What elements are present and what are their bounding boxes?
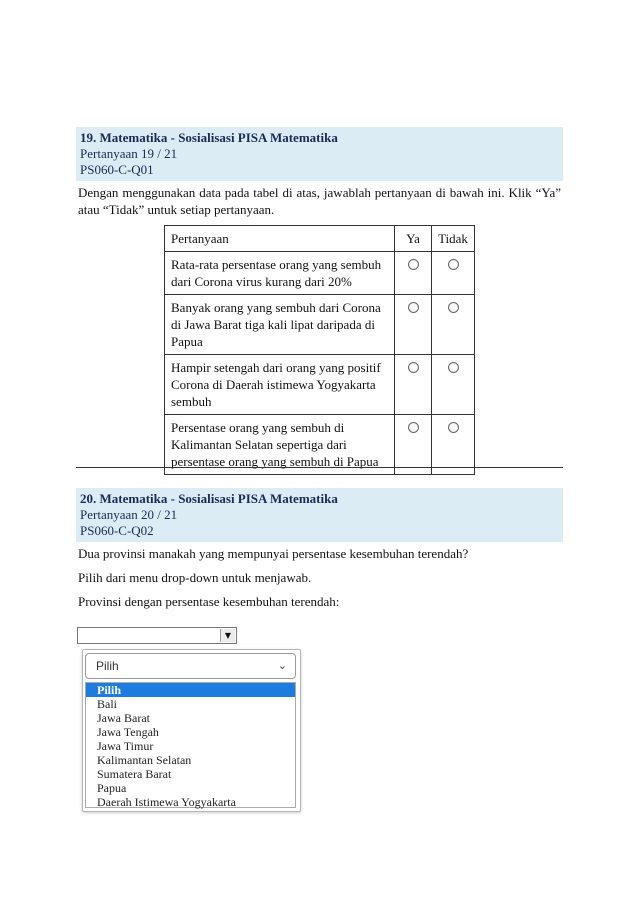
table-row [165, 355, 475, 415]
answer-ya[interactable] [395, 415, 432, 475]
question-text: Banyak orang yang sembuh dari Corona di Jawa Barat tiga kali lipat daripada di Papua [165, 295, 395, 355]
dropdown-option[interactable]: Daerah Istimewa Yogyakarta [97, 795, 236, 809]
radio-ya-2[interactable] [408, 302, 419, 313]
radio-tidak-3[interactable] [448, 362, 459, 373]
dropdown-option[interactable]: Jawa Tengah [97, 725, 159, 739]
answer-ya[interactable] [395, 355, 432, 415]
dropdown-option[interactable]: Kalimantan Selatan [97, 753, 192, 767]
dropdown-selected-value: Pilih [96, 659, 119, 673]
question-text: Rata-rata persentase orang yang sembuh dari Corona virus kurang dari 20% [165, 252, 395, 295]
question-text: Hampir setengah dari orang yang positif Corona di Daerah istimewa Yogyakarta sembuh [165, 355, 395, 415]
table-header-row [165, 226, 475, 252]
answer-tidak[interactable] [432, 355, 475, 415]
q19-header [76, 127, 563, 181]
answer-tidak[interactable] [432, 415, 475, 475]
section-divider [76, 467, 563, 468]
q19-title: 19. Matematika - Sosialisasi PISA Matematika [80, 130, 338, 145]
dropdown-option[interactable]: Sumatera Barat [97, 767, 172, 781]
question-text: Persentase orang yang sembuh di Kalimantan Selatan sepertiga dari persentase orang yang sembuh di Papua [165, 415, 395, 475]
chevron-down-icon[interactable]: ⌄ [277, 659, 287, 672]
radio-ya-3[interactable] [408, 362, 419, 373]
dropdown-option[interactable]: Pilih [86, 683, 295, 697]
q19-code: PS060-C-Q01 [80, 162, 154, 177]
radio-tidak-1[interactable] [448, 259, 459, 270]
q20-title: 20. Matematika - Sosialisasi PISA Matematika [80, 491, 338, 506]
dropdown-illustration [82, 649, 301, 812]
answer-ya[interactable] [395, 252, 432, 295]
table-row [165, 295, 475, 355]
table-row [165, 252, 475, 295]
q19-progress: Pertanyaan 19 / 21 [80, 146, 178, 161]
dropdown-option[interactable]: Papua [97, 781, 127, 795]
q20-code: PS060-C-Q02 [80, 523, 154, 538]
q19-table [164, 225, 475, 475]
header-tidak: Tidak [432, 226, 475, 252]
dropdown-options-list [85, 682, 296, 808]
q19-instruction: Dengan menggunakan data pada tabel di atas, jawablah pertanyaan di bawah ini. Klik “Ya” atau “Tidak” untuk setiap pertanyaan. [78, 185, 561, 217]
header-question: Pertanyaan [165, 226, 395, 252]
radio-tidak-2[interactable] [448, 302, 459, 313]
q20-hint: Pilih dari menu drop-down untuk menjawab. [78, 570, 312, 585]
province-select[interactable] [77, 627, 237, 644]
answer-ya[interactable] [395, 295, 432, 355]
header-ya: Ya [395, 226, 432, 252]
dropdown-option[interactable]: Jawa Barat [97, 711, 150, 725]
radio-tidak-4[interactable] [448, 422, 459, 433]
q20-question: Dua provinsi manakah yang mempunyai persentase kesembuhan terendah? [78, 546, 469, 561]
table-row [165, 415, 475, 475]
dropdown-option[interactable]: Bali [97, 697, 117, 711]
dropdown-arrow-icon[interactable]: ▼ [220, 629, 235, 642]
radio-ya-4[interactable] [408, 422, 419, 433]
dropdown-select-box[interactable] [85, 653, 296, 679]
answer-tidak[interactable] [432, 252, 475, 295]
radio-ya-1[interactable] [408, 259, 419, 270]
dropdown-option[interactable]: Jawa Timur [97, 739, 154, 753]
q20-progress: Pertanyaan 20 / 21 [80, 507, 178, 522]
q20-header [76, 488, 563, 542]
q20-prompt: Provinsi dengan persentase kesembuhan terendah: [78, 594, 340, 609]
answer-tidak[interactable] [432, 295, 475, 355]
